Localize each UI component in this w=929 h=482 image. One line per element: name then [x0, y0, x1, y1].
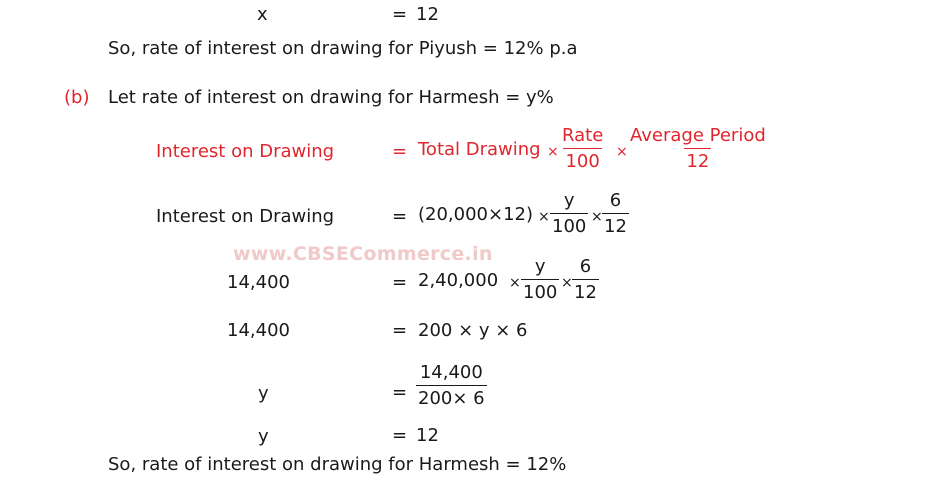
fraction-denominator: 200× 6 [416, 385, 487, 408]
equals-sign: = [392, 320, 408, 341]
fraction-numerator: y [534, 256, 546, 277]
fraction-numerator: y [563, 190, 575, 211]
step4-lhs: y [258, 383, 269, 404]
times-sign: × [561, 275, 573, 291]
rate-denominator: 100 [563, 148, 601, 171]
part-b-statement: Let rate of interest on drawing for Harmesh = y% [108, 87, 554, 108]
times-sign: × [538, 209, 550, 225]
equals-sign: = [392, 425, 408, 446]
step1-fraction-y [550, 192, 588, 236]
value-12: 12 [416, 4, 439, 25]
step1-fraction-6 [602, 192, 629, 236]
fraction-numerator: 6 [579, 256, 592, 277]
fraction-numerator: 6 [609, 190, 622, 211]
step3-lhs: 14,400 [227, 320, 290, 341]
rate-numerator: Rate [562, 125, 604, 146]
fraction-denominator: 100 [550, 213, 588, 236]
watermark-text: www.CBSECommerce.in [233, 243, 493, 265]
equals-sign: = [392, 272, 408, 293]
period-fraction [628, 127, 768, 171]
step4-fraction [416, 364, 487, 408]
conclusion-piyush: So, rate of interest on drawing for Piyush = 12% p.a [108, 38, 578, 59]
conclusion-harmesh: So, rate of interest on drawing for Harmesh = 12% [108, 454, 567, 475]
equals-sign: = [392, 4, 408, 25]
fraction-denominator: 12 [602, 213, 629, 236]
times-sign: × [509, 275, 521, 291]
equals-sign: = [392, 141, 408, 162]
equals-sign: = [392, 206, 408, 227]
period-numerator: Average Period [630, 125, 766, 146]
step5-rhs: 12 [416, 425, 439, 446]
step1-term: (20,000×12) [418, 204, 534, 225]
times-sign: × [616, 144, 628, 160]
equals-sign: = [392, 382, 408, 403]
step2-lhs: 14,400 [227, 272, 290, 293]
variable-x: x [257, 4, 268, 25]
part-b-label: (b) [64, 87, 90, 108]
rate-fraction [560, 127, 605, 171]
step3-rhs: 200 × y × 6 [418, 320, 528, 341]
period-denominator: 12 [684, 148, 711, 171]
step2-fraction-6 [572, 258, 599, 302]
step2-fraction-y [521, 258, 559, 302]
fraction-numerator: 14,400 [419, 362, 483, 383]
step5-lhs: y [258, 426, 269, 447]
fraction-denominator: 100 [521, 279, 559, 302]
times-sign: × [591, 209, 603, 225]
fraction-denominator: 12 [572, 279, 599, 302]
formula-lhs: Interest on Drawing [156, 141, 335, 162]
formula-total-drawing: Total Drawing [418, 139, 541, 160]
step2-term: 2,40,000 [418, 270, 499, 291]
step1-lhs: Interest on Drawing [156, 206, 335, 227]
times-sign: × [547, 144, 559, 160]
